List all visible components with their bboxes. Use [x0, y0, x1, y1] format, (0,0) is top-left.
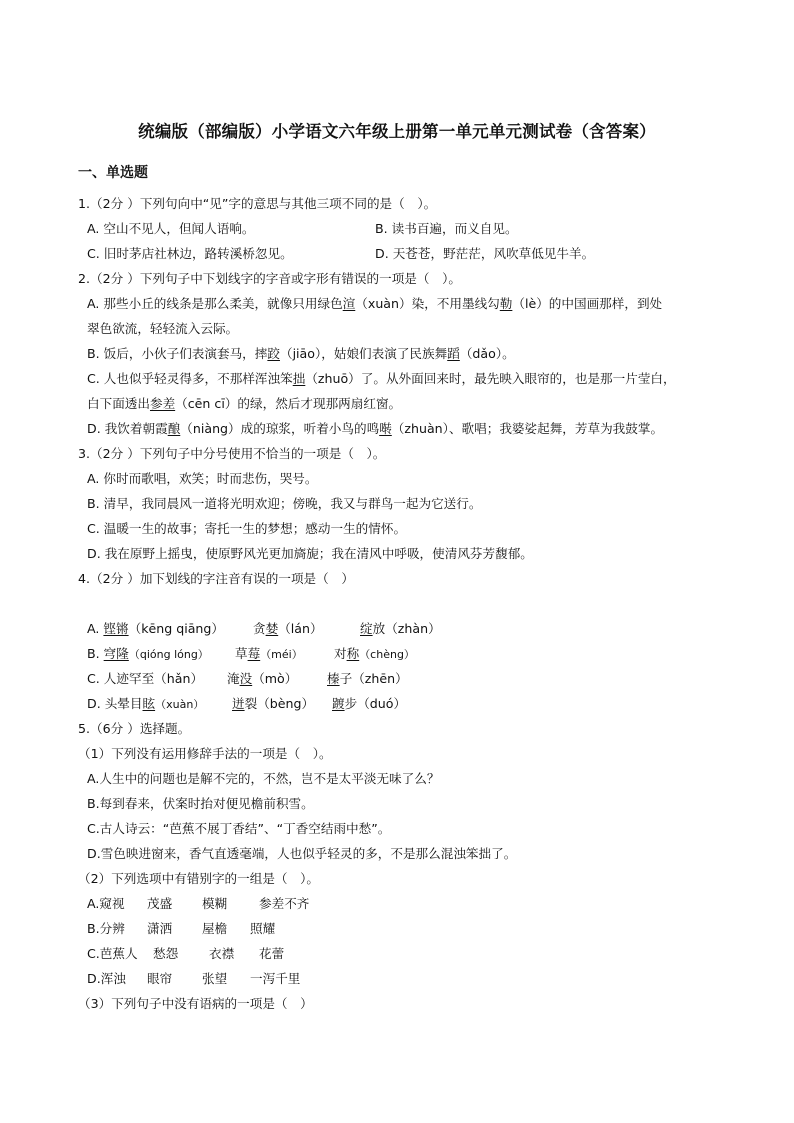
text-segment: 对称（chèng）	[334, 646, 415, 661]
text-segment: 迸裂（bèng）	[232, 696, 315, 711]
question-1-option-d: D. 天苍苍，野茫茫，风吹草低见牛羊。	[375, 246, 595, 261]
text-segment: （niàng）成的琼浆，听着小鸟的鸣	[180, 421, 380, 436]
text-segment: 踱步（duó）	[332, 696, 407, 711]
text-segment: 草莓（méi）	[235, 646, 303, 661]
word: 模糊	[202, 896, 228, 911]
word: 眼帘	[147, 971, 173, 986]
text-segment: D. 头晕目眩（xuàn）	[87, 696, 205, 711]
question-5-part-2-option-a	[87, 896, 387, 912]
text-segment: C. 人也似乎轻灵得多，不那样浑浊笨	[87, 371, 293, 386]
question-1-option-a: A. 空山不见人，但闻人语响。	[87, 221, 255, 236]
text-segment: A. 铿锵（kēng qiāng）	[87, 621, 224, 636]
question-1-stem: 1.（2分 ）下列句向中“见”字的意思与其他三项不同的是（ ）。	[78, 196, 437, 211]
question-2-option-a	[87, 296, 662, 312]
text-segment: B. 饭后，小伙子们表演套马，摔	[87, 346, 268, 361]
underlined-char: 跤	[267, 346, 280, 361]
question-3-stem: 3.（2分 ）下列句子中分号使用不恰当的一项是（ ）。	[78, 446, 386, 461]
underlined-char: 勒	[499, 296, 513, 311]
question-2-option-c	[87, 371, 676, 387]
page-title: 统编版（部编版）小学语文六年级上册第一单元单元测试卷（含答案）	[138, 122, 656, 141]
underlined-char: 蹈	[447, 346, 460, 361]
section-heading: 一、单选题	[78, 165, 148, 181]
underlined-char: 啭	[379, 421, 392, 436]
word: 茂盛	[147, 896, 173, 911]
text-segment: A. 那些小丘的线条是那么柔美，就像只用绿色	[87, 296, 343, 311]
question-3-option-d: D. 我在原野上摇曳，使原野风光更加旖旎；我在清风中呼吸，使清风芬芳馥郁。	[87, 546, 533, 561]
word: 屋檐	[202, 921, 228, 936]
word: 照耀	[250, 921, 276, 936]
question-4-option-b	[87, 646, 487, 662]
text-segment: 榛子（zhēn）	[327, 671, 408, 686]
text-segment: 贪婪（lán）	[253, 621, 323, 636]
question-2-option-d	[87, 421, 663, 437]
word: B.分辨	[87, 921, 125, 936]
word: 愁怨	[153, 946, 179, 961]
word: 一泻千里	[250, 971, 301, 986]
text-segment: B. 穹隆（qióng lóng）	[87, 646, 209, 661]
question-5-stem: 5.（6分 ）选择题。	[78, 721, 191, 736]
text-segment: 淹没（mò）	[227, 671, 298, 686]
question-2-option-a-cont: 翠色欲流，轻轻流入云际。	[87, 321, 239, 336]
question-1-option-c: C. 旧时茅店社林边，路转溪桥忽见。	[87, 246, 293, 261]
text-segment: D. 我饮着朝霞	[87, 421, 168, 436]
text-segment: C. 人迹罕至（hǎn）	[87, 671, 204, 686]
underlined-char: 酿	[167, 421, 181, 436]
text-segment: （cēn cī）的绿，然后才现那两扇红窗。	[175, 396, 402, 411]
text-segment: （zhuàn）、歌唱；我婆娑起舞，芳草为我鼓掌。	[391, 421, 664, 436]
word: 张望	[202, 971, 228, 986]
question-5-part-3: （3）下列句子中没有语病的一项是（ ）	[78, 996, 313, 1011]
question-5-part-2-option-d	[87, 971, 387, 987]
question-1-option-b: B. 读书百遍，而义自见。	[375, 221, 518, 236]
text-segment: 白下面透出	[87, 396, 150, 411]
question-3-option-c: C. 温暖一生的故事；寄托一生的梦想；感动一生的情怀。	[87, 521, 407, 536]
text-segment: （lè）的中国画那样，到处	[512, 296, 663, 311]
question-5-part-2-option-c	[87, 946, 387, 962]
underlined-char: 参差	[149, 396, 176, 411]
question-5-part-1-option-c: C.古人诗云：“芭蕉不展丁香结”、“丁香空结雨中愁”。	[87, 821, 391, 836]
underlined-char: 拙	[292, 371, 306, 386]
question-3-option-b: B. 清早，我同晨风一道将光明欢迎；傍晚，我又与群鸟一起为它送行。	[87, 496, 482, 511]
word: 衣襟	[209, 946, 235, 961]
text-segment: （zhuō）了。从外面回来时，最先映入眼帘的，也是那一片莹白，	[305, 371, 676, 386]
text-segment: （dǎo）。	[459, 346, 515, 361]
question-2-option-b	[87, 346, 515, 362]
text-segment: （xuàn）染，不用墨线勾	[355, 296, 500, 311]
question-3-option-a: A. 你时而歌唱，欢笑；时而悲伤，哭号。	[87, 471, 318, 486]
question-5-part-2: （2）下列选项中有错别字的一组是（ ）。	[78, 871, 319, 886]
question-4-option-d	[87, 696, 487, 712]
word: D.浑浊	[87, 971, 126, 986]
word: 花蕾	[259, 946, 285, 961]
question-5-part-1-option-a: A.人生中的问题也是解不完的，不然，岂不是太平淡无味了么？	[87, 771, 440, 786]
question-4-option-c	[87, 671, 487, 687]
word: C.芭蕉人	[87, 946, 138, 961]
question-5-part-1: （1）下列没有运用修辞手法的一项是（ ）。	[78, 746, 332, 761]
question-2-option-c-cont	[87, 396, 401, 412]
text-segment: （jiāo），姑娘们表演了民族舞	[279, 346, 448, 361]
question-5-part-2-option-b	[87, 921, 387, 937]
word: 参差不齐	[259, 896, 310, 911]
word: 潇洒	[147, 921, 173, 936]
question-4-option-a	[87, 621, 487, 637]
question-4-stem: 4.（2分 ）加下划线的字注音有误的一项是（ ）	[78, 571, 354, 586]
text-segment: 绽放（zhàn）	[360, 621, 441, 636]
question-5-part-1-option-b: B.每到春来，伏案时抬对便见檐前积雪。	[87, 796, 314, 811]
underlined-char: 渲	[342, 296, 356, 311]
question-5-part-1-option-d: D.雪色映进窗来，香气直透毫端，人也似乎轻灵的多，不是那么混浊笨拙了。	[87, 846, 517, 861]
question-2-stem: 2.（2分 ）下列句子中下划线字的字音或字形有错误的一项是（ ）。	[78, 271, 461, 286]
word: A.窥视	[87, 896, 125, 911]
